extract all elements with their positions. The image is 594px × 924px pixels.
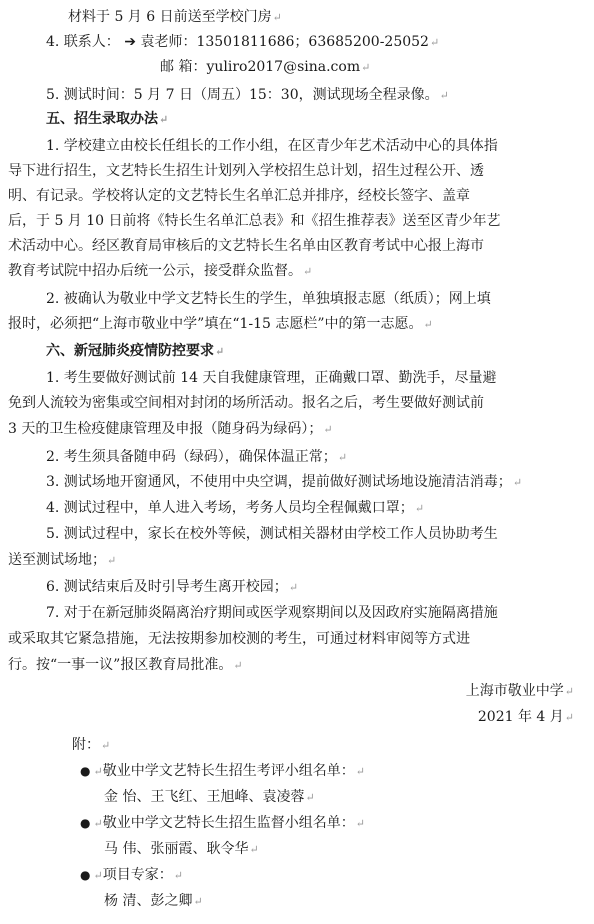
paragraph-mark: ↵ (193, 895, 203, 908)
line-text: 明、有记录。学校将认定的文艺特长生名单汇总并排序，经校长签字、盖章 (8, 188, 470, 204)
contact-line (46, 31, 439, 53)
arrow-bullet-icon: ➔ (124, 34, 136, 50)
item-title: 项目专家： (102, 867, 173, 883)
text-line (8, 210, 501, 232)
names-text: 杨 清、彭之卿 (104, 893, 193, 909)
paragraph-mark: ↵ (93, 817, 103, 830)
text-line (46, 367, 497, 389)
line-text: 5. 测试时间：5 月 7 日（周五）15：30，测试现场全程录像。 (46, 87, 439, 103)
text-line (8, 549, 116, 571)
text-line (46, 135, 498, 157)
signature-school (466, 680, 574, 702)
text-line (46, 602, 498, 624)
section-heading-5 (46, 108, 168, 130)
attachment-names-2 (104, 838, 259, 860)
line-text: 2. 被确认为敬业中学文艺特长生的学生，单独填报志愿（纸质）；网上填 (46, 291, 491, 307)
paragraph-mark: ↵ (305, 791, 315, 804)
text-line (8, 235, 484, 257)
section-heading-6 (46, 340, 224, 362)
paragraph-mark: ↵ (439, 89, 449, 102)
signature-text: 上海市敬业中学 (465, 683, 564, 699)
attach-text: 附： (72, 737, 100, 753)
paragraph-mark: ↵ (512, 476, 523, 489)
date-text: 2021 年 4 月 (477, 709, 564, 725)
paragraph-mark: ↵ (323, 423, 333, 436)
line-text: 3 天的卫生检疫健康管理及申报（随身码为绿码）； (8, 421, 323, 437)
paragraph-mark: ↵ (159, 113, 169, 126)
line-text: 7. 对于在新冠肺炎隔离治疗期间或医学观察期间以及因政府实施隔离措施 (46, 605, 498, 621)
paragraph-mark: ↵ (355, 765, 365, 778)
line-text: 报时，必须把“上海市敬业中学”填在“1-15 志愿栏”中的第一志愿。 (8, 316, 423, 332)
text-line (46, 523, 498, 545)
text-line (8, 628, 470, 650)
line-text: 教育考试院中招办后统一公示，接受群众监督。 (8, 263, 302, 279)
line-text: 或采取其它紧急措施，无法按期参加校测的考生，可通过材料审阅等方式进 (8, 631, 470, 647)
text-line (68, 6, 282, 28)
text-line (46, 576, 298, 598)
paragraph-mark: ↵ (564, 711, 574, 724)
paragraph-mark: ↵ (414, 502, 425, 515)
line-text: 免到人流较为密集或空间相对封闭的场所活动。报名之后，考生要做好测试前 (8, 395, 484, 411)
line-text: 送至测试场地； (8, 552, 106, 568)
paragraph-mark: ↵ (423, 318, 433, 331)
contact-teacher: 袁老师：13501811686；63685200-25052 (140, 34, 429, 50)
paragraph-mark: ↵ (233, 659, 243, 672)
paragraph-mark: ↵ (361, 61, 371, 74)
attachment-names-1 (104, 786, 315, 808)
line-text: 1. 考生要做好测试前 14 天自我健康管理，正确戴口罩、勤洗手，尽量避 (46, 370, 497, 386)
line-text: 术活动中心。经区教育局审核后的文艺特长生名单由区教育考试中心报上海市 (8, 238, 484, 254)
line-text: 6. 测试结束后及时引导考生离开校园； (46, 579, 288, 595)
email-line (160, 56, 370, 78)
text-line (8, 418, 333, 440)
heading-text: 五、招生录取办法 (46, 111, 158, 127)
bullet-icon: ● (80, 868, 91, 882)
attachment-names-3 (104, 890, 203, 912)
paragraph-mark: ↵ (93, 765, 103, 778)
item-title: 敬业中学文艺特长生招生考评小组名单： (102, 763, 355, 779)
paragraph-mark: ↵ (107, 554, 117, 567)
paragraph-mark: ↵ (564, 685, 574, 698)
item-title: 敬业中学文艺特长生招生监督小组名单： (102, 815, 355, 831)
text-line (46, 288, 491, 310)
contact-label: 联系人： (63, 34, 120, 50)
names-text: 马 伟、张丽霞、耿令华 (104, 841, 249, 857)
paragraph-mark: ↵ (101, 739, 111, 752)
line-text: 4. 测试过程中，单人进入考场，考务人员均全程佩戴口罩； (46, 500, 414, 516)
email-text: 邮 箱：yuliro2017@sina.com (160, 59, 361, 75)
text-line (8, 185, 470, 207)
attachment-item-1 (80, 760, 365, 782)
names-text: 金 怡、王飞红、王旭峰、袁凌蓉 (104, 789, 305, 805)
text-line (8, 260, 312, 282)
paragraph-mark: ↵ (303, 265, 313, 278)
text-line (46, 446, 347, 468)
signature-date (478, 706, 574, 728)
line-text: 1. 学校建立由校长任组长的工作小组，在区青少年艺术活动中心的具体指 (46, 138, 498, 154)
attachment-label (72, 734, 110, 756)
test-time-line (46, 84, 449, 106)
attachment-item-3 (80, 864, 183, 886)
heading-text: 六、新冠肺炎疫情防控要求 (46, 343, 214, 359)
bullet-icon: ● (80, 764, 91, 778)
attachment-item-2 (80, 812, 365, 834)
bullet-icon: ● (80, 816, 91, 830)
paragraph-mark: ↵ (93, 869, 103, 882)
paragraph-mark: ↵ (249, 843, 259, 856)
text-line (46, 471, 522, 493)
text-line (8, 313, 433, 335)
paragraph-mark: ↵ (173, 869, 183, 882)
text-line (8, 654, 243, 676)
line-text: 3. 测试场地开窗通风，不使用中央空调，提前做好测试场地设施清洁消毒； (46, 474, 512, 490)
line-text: 5. 测试过程中，家长在校外等候，测试相关器材由学校工作人员协助考生 (46, 526, 498, 542)
list-number: 4. (46, 34, 60, 50)
line-text: 2. 考生须具备随申码（绿码），确保体温正常； (46, 449, 337, 465)
line-text: 行。按“一事一议”报区教育局批准。 (8, 657, 233, 673)
paragraph-mark: ↵ (215, 345, 225, 358)
paragraph-mark: ↵ (272, 11, 282, 24)
line-text: 材料于 5 月 6 日前送至学校门房 (68, 9, 272, 25)
text-line (8, 160, 484, 182)
text-line (46, 497, 424, 519)
paragraph-mark: ↵ (337, 451, 348, 464)
line-text: 后，于 5 月 10 日前将《特长生名单汇总表》和《招生推荐表》送至区青少年艺 (8, 213, 501, 229)
paragraph-mark: ↵ (288, 581, 299, 594)
text-line (8, 392, 484, 414)
paragraph-mark: ↵ (429, 36, 440, 49)
paragraph-mark: ↵ (355, 817, 365, 830)
line-text: 导下进行招生，文艺特长生招生计划列入学校招生总计划，招生过程公开、透 (8, 163, 484, 179)
